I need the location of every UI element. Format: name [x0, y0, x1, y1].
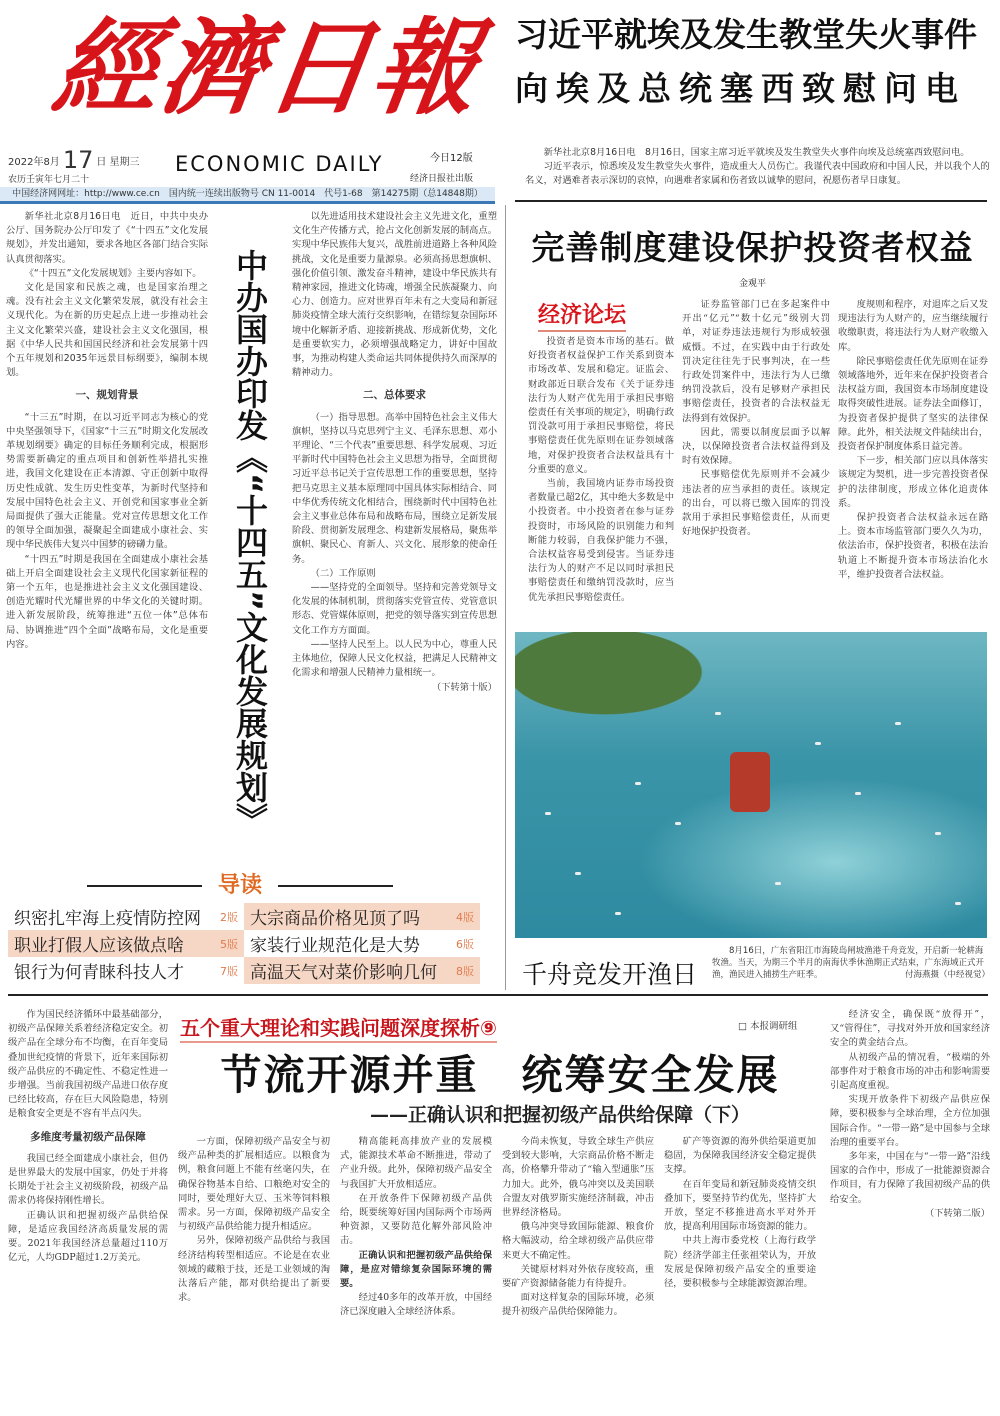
top-headline[interactable] [515, 8, 995, 116]
editorial-col-3: 度规则和程序，对退库之后又发现违法行为人财产的，应当继续履行收缴职责，将违法行为人财产收缴入库。 除民事赔偿责任优先原则在证券领域落地外，近年来在保护投资者合法权益方面，我国资本市场制度建设取得突破性进展。证券法全面修订，为投资者保护提供了坚实的法律保障。此外，相关法规文件陆续出台，投资者保护制度体系日益完善。 下一步，相关部门应以具体落实该规定为契机，进一步完善投资者保护的法律制度，形成立体化追责体系。 保护投资者合法权益永远在路上。资本市场监管部门要久久为功，依法治市，保护投资者，积极在法治轨道上不断提升资本市场法治化水平，维护投资者合法权益。 [838, 299, 988, 580]
section-heading: 一、规划背景 [75, 389, 139, 402]
headline-line-2: 向埃及总统塞西致慰问电 [515, 69, 966, 108]
guide-item[interactable]: 高温天气对菜价影响几何 8版 [244, 957, 480, 984]
feature-subheadline: ——正确认识和把握初级产品供给保障（下） [369, 1104, 750, 1126]
guide-item[interactable]: 职业打假人应该做点啥 5版 [8, 930, 244, 957]
divider [515, 200, 987, 202]
editorial-col-1: 投资者是资本市场的基石。做好投资者权益保护工作关系到资本市场改革、发展和稳定。证监会、财政部近日联合发布《关于证券违法行为人财产优先用于承担民事赔偿责任有关事项的规定》，明确行政罚没款可用于承担民事赔偿，将民事赔偿责任优先原则在证券领域落地，对保护投资者合法权益具有十分重要的意义。 当前，我国境内证券市场投资者数量已超2亿，其中绝大多数是中小投资者。中小投资者在参与证券投资时，市场风险的识别能力和判断能力较弱，自我保护能力不强，合法权益容易受到侵害。当证券违法行为人的财产不足以同时承担民事赔偿责任和缴纳罚没款时，应当优先承担民事赔偿责任。 [528, 336, 674, 603]
guide-item[interactable]: 银行为何青睐科技人才 7版 [14, 963, 238, 983]
fishing-boats-photo[interactable] [515, 632, 987, 938]
top-story-lead: 新华社北京8月16日电 8月16日，国家主席习近平就埃及发生教堂失火事件向埃及总统塞西致慰问电。 习近平表示，惊悉埃及发生教堂失火事件，造成重大人员伤亡。我谨代表中国政府和中国人民，并以我个人的名义，对遇难者表示深切的哀悼，向遇难者家属和伤者致以诚挚的慰问，祝愿伤者早日康复。 [525, 147, 990, 186]
lunar-date: 农历壬寅年七月二十 [8, 175, 90, 185]
column-divider [505, 205, 506, 990]
feature-col-3: 精高能耗高排放产业的发展模式，能源技术革命不断推进，带动了产业升级。此外，保障初级产品安全与我国扩大开放相适应。 在开放条件下保障初级产品供给，既要统筹好国内国际两个市场两种资源，又要防范化解外部风险冲击。 正确认识和把握初级产品供给保障，是应对错综复杂国际环境的需要。 经过40多年的改革开放，中国经济已深度融入全球经济体系。 [340, 1136, 492, 1318]
photo-caption-title: 千舟竞发开渔日 [522, 960, 698, 989]
editorial-author: 金观平 [738, 279, 766, 289]
feature-col-4: 今尚未恢复，导致全球生产供应受到较大影响，大宗商品价格不断走高，价格攀升带动了“输入型通胀”压力加大。此外，俄乌冲突以及美国联合盟友对俄罗斯实施经济制裁，冲击世界经济格局。 俄乌冲突导致国际能源、粮食价格大幅波动，给全球初级产品供应带来更大不确定性。 关键原材料对外依存度较高，重要矿产资源储备能力有待提升。 面对这样复杂的国际环境，必须提升初级产品供给保障能力。 [502, 1136, 654, 1318]
headline-line-1: 习近平就埃及发生教堂失火事件 [515, 15, 977, 54]
series-title: 五个重大理论和实践问题深度探析⑨ [180, 1012, 497, 1043]
continued-note: （下转第十版） [431, 681, 497, 693]
column-name: 经济论坛 [538, 298, 626, 332]
editorial-headline[interactable]: 完善制度建设保护投资者权益 [531, 228, 974, 267]
guide-item[interactable]: 家装行业规范化是大势 6版 [250, 936, 474, 956]
guide-item[interactable]: 织密扎牢海上疫情防控网 2版 [14, 909, 238, 929]
masthead-logo: 經濟日報 [46, 6, 488, 129]
section-heading: 多维度考量初级产品保障 [30, 1130, 146, 1143]
issue-date: 2022年8月 17 日 星期三 [8, 146, 140, 174]
guide-list [8, 903, 480, 984]
ship [730, 752, 770, 812]
feature-col-1: 作为国民经济循环中最基础部分，初级产品保障关系着经济稳定安全。初级产品在全球分布不均衡，在百年变局叠加世纪疫情的背景下，近年来国际初级产品供应的不确定性、不稳定性进一步增强。当前我国初级产品进口依存度已经比较高，存在巨大风险隐患，特别是粮食安全更是不容有半点闪失。 多维度考量初级产品保障 我国已经全面建成小康社会，但仍是世界最大的发展中国家，仍处于并将长期处于社会主义初级阶段，初级产品需求仍将保持刚性增长。 正确认识和把握初级产品供给保障，是适应我国经济高质量发展的需要。2021年我国经济总量超过110万亿元，人均GDP超过1.2万美元。 [8, 1009, 168, 1264]
website-bar[interactable]: 中国经济网网址：http://www.ce.cn 国内统一连续出版物号 CN 11-0014 代号1-68 第14275期（总14848期） [0, 187, 495, 204]
editorial-col-2: 证券监管部门已在多起案件中开出“亿元”“数十亿元”级别大罚单，对证券违法违规行为形成较强威慑。不过，在实践中由于行政处罚决定往往先于民事判决，在一些行政处罚案件中，违法行为人已缴纳罚没款后，没有足够财产承担民事赔偿责任，投资者的合法权益无法得到有效保护。 因此，需要以制度层面予以解决，以保障投资者合法权益得到及时有效保障。 民事赔偿优先原则并不会减少违法者的应当承担的责任。该规定的出台，可以将已缴入国库的罚没款用于承担民事赔偿责任，从而更好地保护投资者。 [682, 299, 830, 538]
english-title: ECONOMIC DAILY [175, 152, 384, 176]
divider [8, 994, 988, 996]
culture-plan-headline[interactable]: 中办国办印发《“十四五”文化发展规划》 [231, 248, 269, 836]
edition-count: 今日12版 [430, 153, 473, 164]
section-heading: 二、总体要求 [363, 389, 426, 402]
culture-plan-col-1: 新华社北京8月16日电 近日，中共中央办公厅、国务院办公厅印发了《“十四五”文化发展规划》，并发出通知，要求各地区各部门结合实际认真贯彻落实。 《“十四五”文化发展规划》主要内容如下。 文化是国家和民族之魂，也是国家治理之魂。没有社会主义文化繁荣发展，就没有社会主义现代化。为在新的历史起点上进一步推动社会主义文化繁荣兴盛，建设社会主义文化强国，根据《中华人民共和国国民经济和社会发展第十四个五年规划和2035年远景目标纲要》，编制本规划。 一、规划背景 “十三五”时期，在以习近平同志为核心的党中央坚强领导下，《国家“十三五”时期文化发展改革规划纲要》确定的目标任务顺利完成，根据形势需要新确定的重点项目和创新性举措扎实推进，我国文化建设在正本清源、守正创新中取得历史性成就、发生历史性变革，为新时代坚持和发展中国特色社会主义、开创党和国家事业全新局面提供了强大正能量。党对宣传思想文化工作的领导全面加强，凝聚起全面建成小康社会、实现中华民族伟大复兴中国梦的磅礴力量。 “十四五”时期是我国在全面建成小康社会基础上开启全面建设社会主义现代化国家新征程的第一个五年，也是推进社会主义文化强国建设、创造光耀时代光耀世界的中华文化的关键时期。进入新发展阶段，统筹推进“五位一体”总体布局、协调推进“四个全面”战略布局，文化是重要内容。 [6, 211, 208, 650]
feature-col-2: 一方面，保障初级产品安全与初级产品种类的扩展相适应。以粮食为例，粮食问题上不能有丝毫闪失，在确保谷物基本自给、口粮绝对安全的同时，要处理好大豆、玉米等饲料粮需求。另一方面，保障初级产品安全与初级产品供给能力提升相适应。 另外，保障初级产品供给与我国经济结构转型相适应。不论是在农业领域的藏粮于技，还是工业领域的淘汰落后产能，都对供给提出了新要求。 [178, 1136, 330, 1304]
guide-title: 导读 [0, 868, 480, 899]
photo-caption: 8月16日，广东省阳江市海陵岛闸坡渔港千舟竞发，开启新一轮耕海牧渔。当天，为期三个半月的南海伏季休渔期正式结束，广东海域正式开渔，渔民进入捕捞生产旺季。 付海燕摄（中经视觉） [712, 946, 990, 980]
guide-item[interactable]: 大宗商品价格见顶了吗 4版 [244, 903, 480, 930]
byline: □ 本报调研组 [738, 1021, 798, 1032]
feature-headline[interactable]: 节流开源并重 统筹安全发展 [220, 1051, 780, 1099]
feature-col-5: 矿产等资源的海外供给渠道更加稳固，为保障我国经济安全稳定提供支撑。 在百年变局和新冠肺炎疫情交织叠加下，要坚持节约优先，坚持扩大开放，坚定不移推进高水平对外开放，提高利用国际市场资源的能力。 中共上海市委党校（上海行政学院）经济学部主任张祖荣认为，开放发展是保障初级产品安全的重要途径，要积极参与全球能源资源治理。 [664, 1136, 816, 1290]
continued-note: （下转第二版） [924, 1207, 990, 1219]
culture-plan-col-2: 以先进适用技术建设社会主义先进文化，重塑文化生产传播方式，抢占文化创新发展的制高点。实现中华民族伟大复兴，战胜前进道路上各种风险挑战，文化是重要力量源泉。必须高扬思想旗帜、强化价值引领、激发奋斗精神，建设中华民族共有精神家园，推进文化铸魂，增强全民族凝聚力、向心力、创造力。应对世界百年未有之大变局和新冠肺炎疫情全球大流行交织影响，在错综复杂国际环境中化解新矛盾、迎接新挑战、形成新优势，文化是重要软实力，必须增强战略定力，讲好中国故事，为推动构建人类命运共同体提供持久而深厚的精神动力。 二、总体要求 （一）指导思想。高举中国特色社会主义伟大旗帜，坚持以马克思列宁主义、毛泽东思想、邓小平理论、“三个代表”重要思想、科学发展观、习近平新时代中国特色社会主义思想为指导，全面贯彻习近平总书记关于宣传思想工作的重要思想，坚持把马克思主义基本原理同中国具体实际相结合、同中华优秀传统文化相结合，围绕新时代中国特色社会主义事业总体布局和战略布局，围绕立足新发展阶段、贯彻新发展理念、构建新发展格局，聚焦举旗帜、聚民心、育新人、兴文化、展形象的使命任务。 （二）工作原则 ——坚持党的全面领导。坚持和完善党领导文化发展的体制机制，贯彻落实党管宣传、党管意识形态、党管媒体原则，把党的领导落实到宣传思想文化工作方方面面。 ——坚持人民至上。以人民为中心，尊重人民主体地位，保障人民文化权益，把满足人民精神文化需求和增强人民精神力量相统一。 （下转第十版） [292, 210, 497, 860]
publisher: 经济日报社出版 [410, 174, 474, 184]
feature-col-6: 经济安全，确保既“放得开”，又“管得住”，寻找对外开放和国家经济安全的黄金结合点。 从初级产品的情况看，“极端的外部事件对于粮食市场的冲击和影响需要引起高度重视。 实现开放条件下初级产品供应保障，要积极参与全球治理，全方位加强国际合作。“一带一路”是中国参与全球治理的重要平台。 多年来，中国在与“一带一路”沿线国家的合作中，形成了一批能源资源合作项目，有力保障了我国初级产品的供给安全。 （下转第二版） [830, 1008, 990, 1416]
